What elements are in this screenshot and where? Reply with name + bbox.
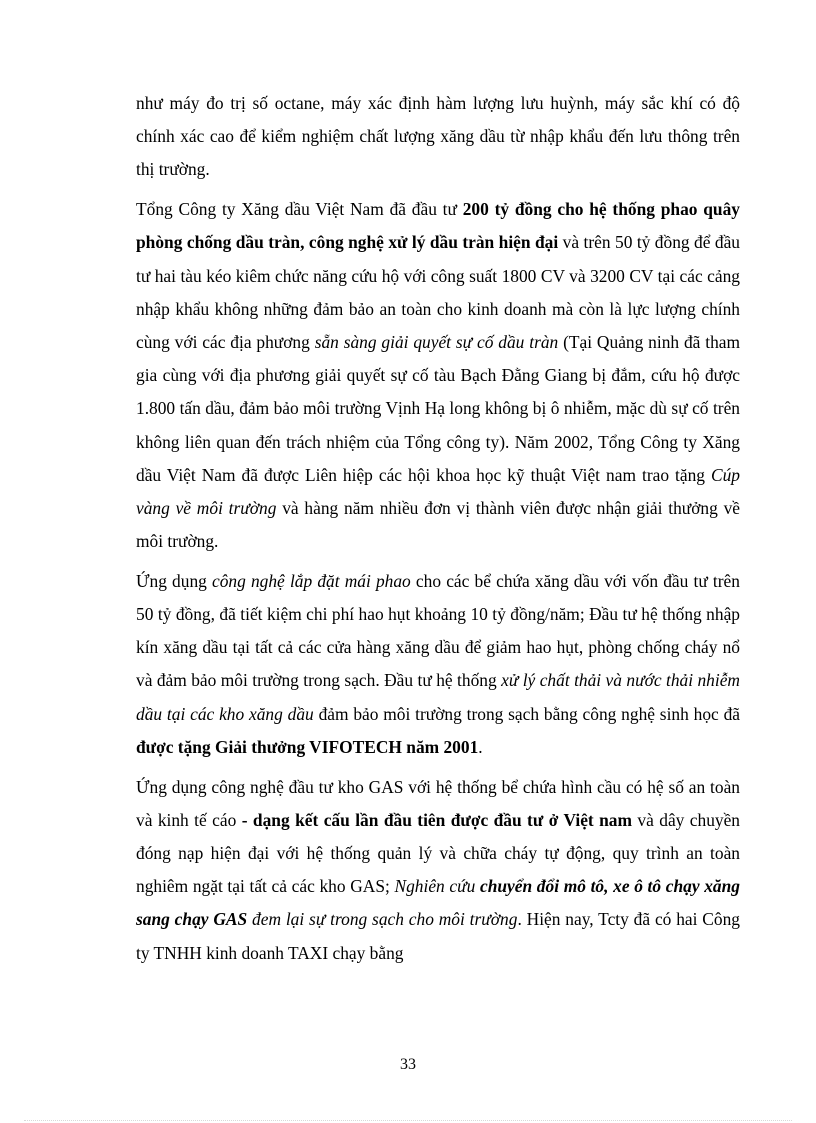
document-body [136,87,740,976]
text-run: Ứng dụng công nghệ đầu tư kho GAS với hệ thống bể chứa hình cầu có hệ số an toàn và kinh tế cáo [136,776,740,830]
text-run: Tổng Công ty Xăng dầu Việt Nam đã đầu tư [136,199,463,220]
text-run: cho các bể chứa xăng dầu với vốn đầu tư trên 50 tỷ đồng, đã tiết kiệm chi phí hao hụt khoảng 10 tỷ đồng/năm; Đầu tư hệ thống nhập kín xăng dầu tại tất cả các cửa hàng xăng dầu để giảm hao hụt, phòng chống cháy nổ và đảm bảo môi trường trong sạch. Đầu tư hệ thống [136,570,740,691]
text-run: . [478,736,483,757]
bold-text-run: được tặng Giải thưởng VIFOTECH năm 2001 [136,736,479,757]
italic-text-run: xử lý chất thải và nước thải nhiễm dầu tại các kho xăng dầu [136,670,740,724]
bold-italic-text-run: chuyển đổi mô tô, xe ô tô chạy xăng sang chạy GAS [136,876,740,930]
text-run: và hàng năm nhiều đơn vị thành viên được nhận giải thưởng về môi trường. [136,497,740,552]
text-run: và trên 50 tỷ đồng để đầu tư hai tàu kéo kiêm chức năng cứu hộ với công suất 1800 CV và 3200 CV tại các cảng nhập khẩu không những đảm bảo an toàn cho kinh doanh mà còn là lực lượng chính cùng với các địa phương [136,232,741,352]
italic-text-run: Nghiên cứu [394,876,480,897]
text-run: đảm bảo môi trường trong sạch bằng công nghệ sinh học đã [313,703,740,724]
italic-text-run: sẵn sàng giải quyết sự cố dầu tràn [314,331,559,352]
text-run: và dây chuyền đóng nạp hiện đại với hệ thống quản lý và chữa cháy tự động, quy trình an toàn nghiêm ngặt tại tất cả các kho GAS; [136,809,740,897]
text-run: (Tại Quảng ninh đã tham gia cùng với địa phương giải quyết sự cố tàu Bạch Đằng Giang bị đắm, cứu hộ được 1.800 tấn dầu, đảm bảo môi trường Vịnh Hạ long không bị ô nhiễm, mặc dù sự cố trên không liên quan đến trách nhiệm của Tổng công ty). Năm 2002, Tổng Công ty Xăng dầu Việt Nam đã được Liên hiệp các hội khoa học kỹ thuật Việt nam trao tặng [136,331,741,485]
paragraph-2 [136,193,740,558]
page-number: 33 [400,1056,416,1073]
text-run: . Hiện nay, Tcty đã có hai Công ty TNHH kinh doanh TAXI chạy bằng [136,909,740,963]
italic-text-run: đem lại sự trong sạch cho môi trường [247,909,518,930]
text-run: như máy đo trị số octane, máy xác định hàm lượng lưu huỳnh, máy sắc khí có độ chính xác cao để kiểm nghiệm chất lượng xăng dầu từ nhập khẩu đến lưu thông trên thị trường. [136,93,740,180]
bold-text-run: 200 tỷ đồng cho hệ thống phao quây phòng chống dầu tràn, công nghệ xử lý dầu tràn hiện đại [136,199,740,253]
text-run: Ứng dụng [136,570,212,591]
paragraph-3 [136,565,740,764]
paragraph-4 [136,771,740,970]
paragraph-1 [136,87,740,187]
page-bottom-divider [24,1120,792,1121]
italic-text-run: công nghệ lắp đặt mái phao [212,570,411,591]
italic-text-run: Cúp vàng về môi trường [136,464,740,518]
bold-text-run: - dạng kết cấu lần đầu tiên được đầu tư ở Việt nam [241,809,632,830]
